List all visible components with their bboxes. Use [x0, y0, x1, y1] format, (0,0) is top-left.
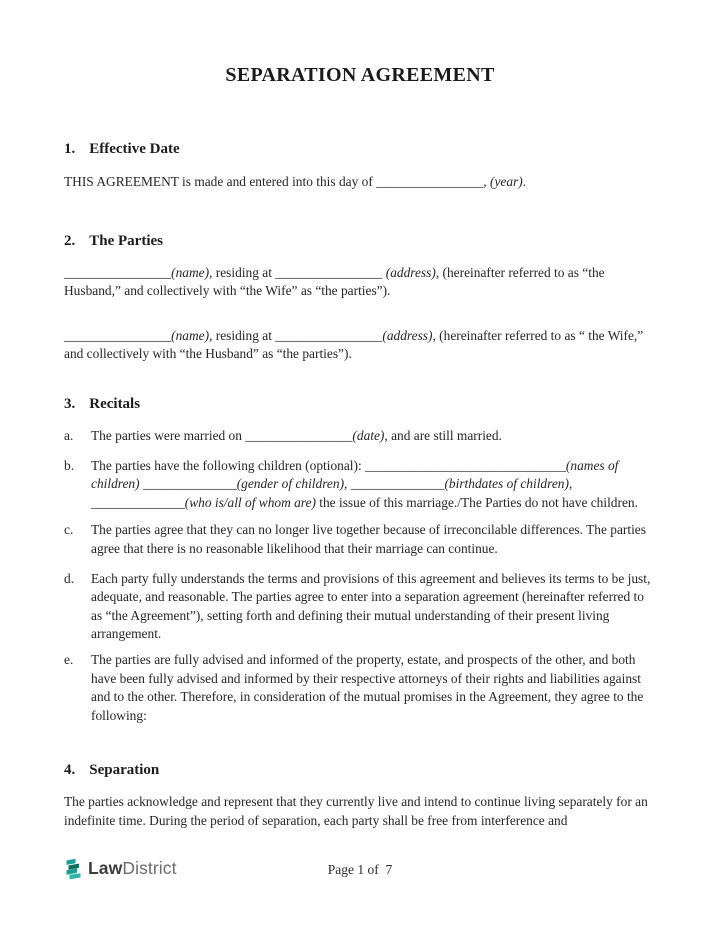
list-item-b: [64, 457, 656, 513]
paragraph-wife: ________________(name), residing at ________________(address), (hereinafter referred to as “ the Wife,” and collectively with “the Husband” as “the parties”).: [64, 327, 644, 362]
list-item-e: [64, 651, 656, 725]
list-item-text: The parties agree that they can no longer live together because of irreconcilable differences. The parties agree that there is no reasonable likelihood that their marriage can continue.: [91, 522, 646, 556]
list-item-letter: a.: [64, 427, 74, 443]
logo-text-district: District: [122, 858, 177, 878]
section-number: 2.: [64, 232, 76, 249]
document-title: SEPARATION AGREEMENT: [225, 64, 495, 86]
list-item-letter: c.: [64, 522, 74, 538]
page-footer: [64, 856, 656, 888]
list-item-text: The parties have the following children (optional): ______________________________(names of children) ______________(gender of children), ______________(birthdates of children), ______________(who is/all of whom are) the issue of this marriage./The Parties do not have children.: [91, 457, 638, 510]
list-item-d: [64, 570, 656, 644]
paragraph-separation: The parties acknowledge and represent that they currently live and intend to continue living separately for an indefinite time. During the period of separation, each party shall be free from interference and: [64, 794, 648, 828]
list-item-letter: e.: [64, 651, 74, 667]
list-item-text: The parties are fully advised and informed of the property, estate, and prospects of the other, and both have been fully advised and informed by their respective attorneys of their rights and liabilities against and to the other. Therefore, in consideration of the mutual promises in the Agreement, they agree to the following:: [91, 651, 644, 723]
section-heading-recitals: [64, 395, 656, 414]
section-title: Effective Date: [89, 141, 180, 157]
lawdistrict-logo-icon: [64, 858, 83, 879]
page-number: Page 1 of 7: [327, 862, 393, 877]
paragraph-effective-date: THIS AGREEMENT is made and entered into this day of ________________, (year).: [64, 174, 527, 189]
lawdistrict-logo: [64, 858, 177, 879]
section-title: Separation: [89, 762, 160, 779]
list-item-c: [64, 521, 656, 558]
section-number: 1.: [64, 141, 76, 157]
section-heading-separation: [64, 761, 656, 780]
paragraph-husband: ________________(name), residing at ________________ (address), (hereinafter referred to as “the Husband,” and collectively with “the Wife” as “the parties”).: [64, 264, 605, 299]
section-heading-effective-date: [64, 140, 656, 159]
list-item-letter: d.: [64, 570, 75, 586]
list-item-text: Each party fully understands the terms and provisions of this agreement and believes its terms to be just, adequate, and reasonable. The parties agree to enter into a separation agreement (hereinafter referred to as “the Agreement”), setting forth and defining their mutual understanding of their present living arrangement.: [91, 570, 651, 642]
section-title: Recitals: [89, 395, 141, 412]
list-item-text: The parties were married on ________________(date), and are still married.: [91, 427, 502, 443]
list-item-letter: b.: [64, 457, 75, 473]
section-number: 3.: [64, 395, 76, 412]
section-number: 4.: [64, 762, 76, 779]
list-item-a: [64, 427, 656, 446]
section-title: The Parties: [89, 232, 163, 249]
section-heading-parties: [64, 232, 656, 251]
logo-text-law: Law: [88, 858, 123, 878]
